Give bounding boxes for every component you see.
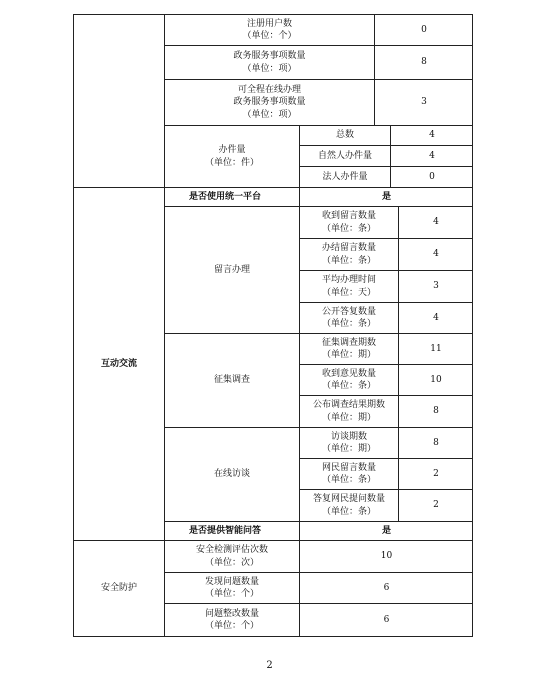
smart-qa-label: 是否提供智能问答 bbox=[165, 522, 300, 541]
msg-time-value: 3 bbox=[399, 271, 473, 303]
service-items-value: 8 bbox=[375, 46, 473, 80]
interview-messages-value: 2 bbox=[399, 459, 473, 490]
report-table bbox=[73, 14, 473, 637]
security-issues-label: 发现问题数量 （单位：个） bbox=[165, 573, 300, 604]
handled-legal-label: 法人办件量 bbox=[300, 167, 391, 188]
survey-periods-value: 11 bbox=[399, 334, 473, 365]
interview-answers-label: 答复网民提问数量 （单位：条） bbox=[300, 490, 399, 522]
msg-received-label: 收到留言数量 （单位：条） bbox=[300, 207, 399, 239]
msg-closed-value: 4 bbox=[399, 239, 473, 271]
category-blank bbox=[74, 15, 165, 188]
handled-natural-label: 自然人办件量 bbox=[300, 146, 391, 167]
survey-periods-label: 征集调查期数 （单位：期） bbox=[300, 334, 399, 365]
handled-label: 办件量 （单位：件） bbox=[165, 126, 300, 188]
interview-answers-value: 2 bbox=[399, 490, 473, 522]
security-checks-value: 10 bbox=[300, 541, 473, 573]
online-items-value: 3 bbox=[375, 80, 473, 126]
registered-users-label: 注册用户数 （单位：个） bbox=[165, 15, 375, 46]
online-items-label: 可全程在线办理 政务服务事项数量 （单位：项） bbox=[165, 80, 375, 126]
security-fixed-label: 问题整改数量 （单位：个） bbox=[165, 604, 300, 636]
survey-label: 征集调查 bbox=[165, 334, 300, 428]
security-fixed-value: 6 bbox=[383, 614, 390, 625]
security-issues-value: 6 bbox=[300, 573, 473, 604]
security-checks-label: 安全检测评估次数 （单位：次） bbox=[165, 541, 300, 573]
interview-label: 在线访谈 bbox=[165, 428, 300, 522]
interaction-category: 互动交流 bbox=[74, 188, 165, 541]
interview-messages-label: 网民留言数量 （单位：条） bbox=[300, 459, 399, 490]
survey-results-value: 8 bbox=[399, 396, 473, 428]
survey-opinions-value: 10 bbox=[399, 365, 473, 396]
unified-platform-value: 是 bbox=[300, 188, 473, 207]
security-category: 安全防护 bbox=[74, 541, 165, 636]
msg-public-label: 公开答复数量 （单位：条） bbox=[300, 303, 399, 334]
msg-time-label: 平均办理时间 （单位：天） bbox=[300, 271, 399, 303]
interview-periods-label: 访谈期数 （单位：期） bbox=[300, 428, 399, 459]
registered-users-value: 0 bbox=[375, 15, 473, 46]
page-number: 2 bbox=[266, 660, 273, 671]
smart-qa-value: 是 bbox=[300, 522, 473, 541]
survey-results-label: 公布调查结果期数 （单位：期） bbox=[300, 396, 399, 428]
survey-opinions-label: 收到意见数量 （单位：条） bbox=[300, 365, 399, 396]
handled-natural-value: 4 bbox=[391, 146, 473, 167]
msg-closed-label: 办结留言数量 （单位：条） bbox=[300, 239, 399, 271]
handled-total-value: 4 bbox=[391, 126, 473, 146]
unified-platform-label: 是否使用统一平台 bbox=[165, 188, 300, 207]
handled-legal-value: 0 bbox=[391, 167, 473, 188]
msg-received-value: 4 bbox=[399, 207, 473, 239]
msg-public-value: 4 bbox=[399, 303, 473, 334]
handled-total-label: 总数 bbox=[300, 126, 391, 146]
interview-periods-value: 8 bbox=[399, 428, 473, 459]
service-items-label: 政务服务事项数量 （单位：项） bbox=[165, 46, 375, 80]
message-label: 留言办理 bbox=[165, 207, 300, 334]
